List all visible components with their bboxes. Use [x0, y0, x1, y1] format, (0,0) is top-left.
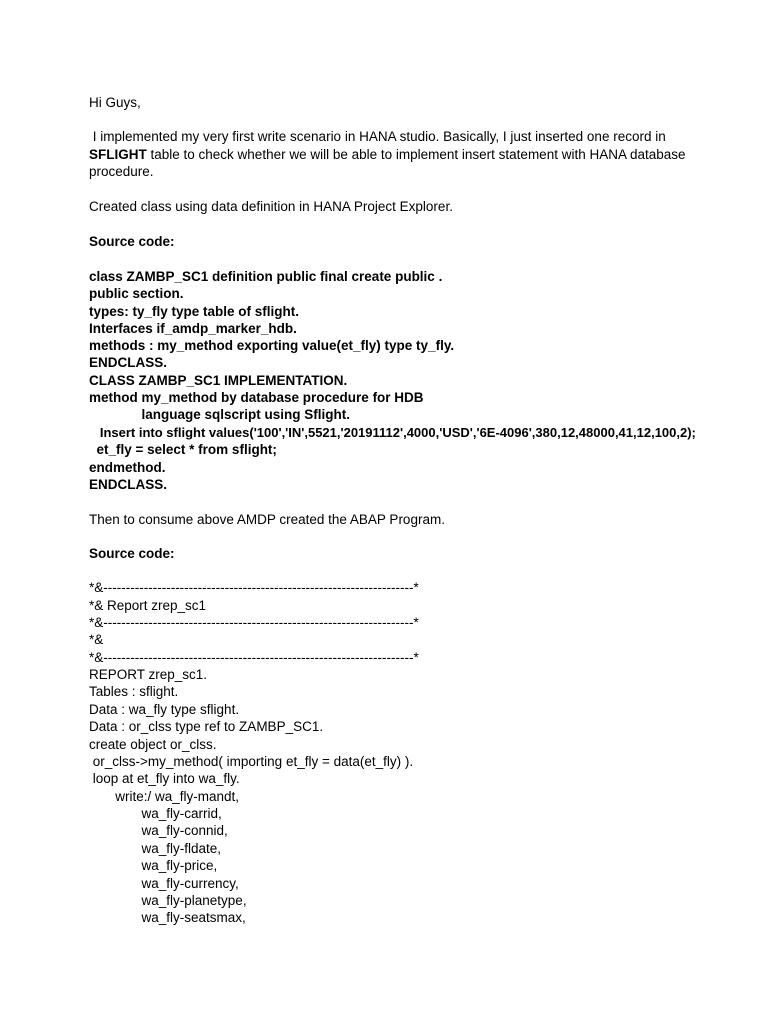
- report-code-line: wa_fly-price,: [89, 858, 218, 873]
- class-code-line: class ZAMBP_SC1 definition public final create public .: [89, 269, 443, 284]
- report-code-line: *&---------------------------------------------------------------------*: [89, 580, 419, 595]
- report-code-line: create object or_clss.: [89, 737, 217, 752]
- intro-line-2: [89, 146, 686, 163]
- report-code-line: REPORT zrep_sc1.: [89, 667, 208, 682]
- class-code-line: Insert into sflight values('100','IN',5521,'20191112',4000,'USD','6E-4096',380,12,48000,41,12,100,2);: [89, 425, 696, 440]
- report-code-line: *&: [89, 632, 104, 647]
- report-code-line: wa_fly-seatsmax,: [89, 910, 246, 925]
- class-code-line: language sqlscript using Sflight.: [89, 407, 351, 422]
- report-code-line: Tables : sflight.: [89, 684, 179, 699]
- report-code-line: write:/ wa_fly-mandt,: [89, 789, 240, 804]
- report-code-line: wa_fly-fldate,: [89, 841, 222, 856]
- report-code-line: loop at et_fly into wa_fly.: [89, 771, 240, 786]
- class-code-line: ENDCLASS.: [89, 355, 168, 370]
- class-code-line: method my_method by database procedure for HDB: [89, 390, 424, 405]
- class-code-line: methods : my_method exporting value(et_fly) type ty_fly.: [89, 338, 455, 353]
- report-code-line: wa_fly-planetype,: [89, 893, 247, 908]
- class-code-line: Interfaces if_amdp_marker_hdb.: [89, 321, 297, 336]
- class-code-line: ENDCLASS.: [89, 477, 168, 492]
- report-code-line: *&---------------------------------------------------------------------*: [89, 650, 419, 665]
- report-code-line: wa_fly-connid,: [89, 823, 228, 838]
- report-code-line: *&---------------------------------------------------------------------*: [89, 615, 419, 630]
- report-code-line: Data : or_clss type ref to ZAMBP_SC1.: [89, 719, 324, 734]
- created-class-text: Created class using data definition in HANA Project Explorer.: [89, 199, 453, 214]
- greeting-text: Hi Guys,: [89, 95, 141, 110]
- class-code-line: et_fly = select * from sflight;: [89, 442, 277, 457]
- intro-line-3: procedure.: [89, 164, 154, 179]
- consume-text: Then to consume above AMDP created the ABAP Program.: [89, 512, 445, 527]
- sflight-bold: SFLIGHT: [89, 147, 147, 162]
- class-code-line: public section.: [89, 286, 184, 301]
- source-code-label-1: Source code:: [89, 234, 175, 249]
- intro-line-1: I implemented my very first write scenario in HANA studio. Basically, I just inserted one record in: [89, 129, 666, 144]
- report-code-line: *& Report zrep_sc1: [89, 598, 207, 613]
- report-code-line: wa_fly-currency,: [89, 876, 239, 891]
- source-code-label-2: Source code:: [89, 546, 175, 561]
- class-code-line: types: ty_fly type table of sflight.: [89, 304, 300, 319]
- report-code-line: Data : wa_fly type sflight.: [89, 702, 240, 717]
- class-code-line: endmethod.: [89, 460, 166, 475]
- report-code-line: wa_fly-carrid,: [89, 806, 222, 821]
- intro-line-2-rest: table to check whether we will be able to implement insert statement with HANA database: [146, 147, 686, 162]
- report-code-line: or_clss->my_method( importing et_fly = data(et_fly) ).: [89, 754, 414, 769]
- class-code-line: CLASS ZAMBP_SC1 IMPLEMENTATION.: [89, 373, 348, 388]
